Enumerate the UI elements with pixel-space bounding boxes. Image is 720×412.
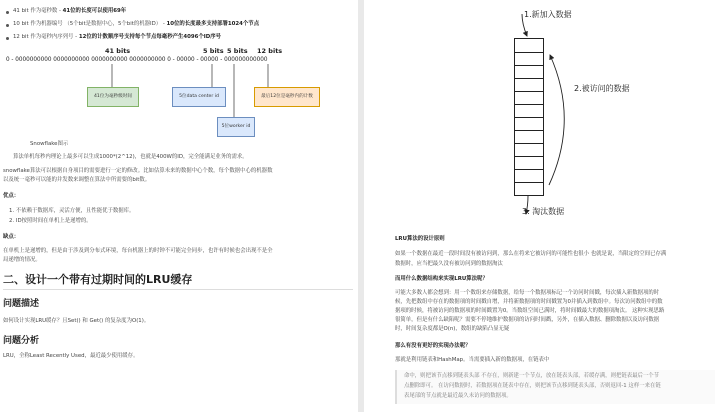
box-datacenter: 5位data center id — [172, 87, 226, 107]
right-page — [364, 0, 720, 412]
para-qps: 算法单机每秒内理论上最多可以生成1000*(2^12)，也就是400W的ID，完全能满足业务的需求。 — [13, 154, 248, 160]
array-approach-l2: 候，先把数组中存在的数据项的时间戳自增，并将新数据项的时间戳置为0并插入到数组中。每次访问数组中的数 — [395, 299, 663, 305]
disadvantages-label: 缺点： — [3, 234, 20, 240]
heading-problem-analysis: 问题分析 — [3, 336, 40, 346]
lru-arrows — [364, 0, 720, 240]
left-page — [0, 0, 358, 412]
quote-l1: 命中，则把该节点移到链表头部 不存在，则新建一个节点，放在链表头部，若缓存满，则把链表最后一个节 — [404, 373, 660, 379]
problem-description-text: 如何设计实现LRU缓存？且Set() 和 Get() 的复杂度为O(1)。 — [3, 318, 150, 324]
array-approach-l4: 很简单，但是有什么缺陷呢？需要不停地维护数据项的访问时间戳，另外，在插入数据、删除数据以及访问数据 — [395, 317, 660, 323]
quote-l3: 表尾部的节点就是最近最久未访问的数据项。 — [404, 393, 512, 399]
label-new-data: 1.新加入数据 — [524, 10, 572, 19]
lru-principle-title: LRU算法的设计原则 — [395, 236, 445, 242]
bits-label-41: 41 bits — [105, 47, 131, 55]
question-data-structure: 而用什么数据结构来实现LRU算法呢？ — [395, 276, 488, 282]
array-approach-l1: 可能大多数人都会想到：用一个数组来存储数据，给每一个数据项标记一个访问时间戳，每次插入新数据项的时 — [395, 290, 660, 296]
lru-principle-l1: 如果一个数据在最近一段时间没有被访问到，那么在将来它被访问的可能性也很小 也就是说，当限定的空间已存满 — [395, 251, 667, 257]
section-heading-lru: 二、设计一个带有过期时间的LRU缓存 — [3, 273, 193, 286]
para-custom-l2: 以及统一毫秒可以能的并发数来调整在算法中所需要的bit数。 — [3, 177, 151, 183]
blockquote — [395, 370, 715, 404]
label-evict-data: 3. 淘汰数据 — [522, 207, 565, 216]
problem-analysis-text: LRU，全称Least Recently Used，最近最少使用缓存。 — [3, 353, 139, 359]
bits-label-12: 12 bits — [257, 47, 283, 55]
connector-lines — [0, 0, 358, 140]
disadvantage-l2: 局递增的情况。 — [3, 257, 41, 263]
bullet-3: 12 bit 作为毫秒内序列号 - 12位的计数顺序号支持每个节点每毫秒产生4096个ID序号 — [13, 34, 222, 40]
bits-label-5b: 5 bits — [227, 47, 248, 55]
bit-string: 0 - 0000000000 0000000000 0000000000 0000000000 0 - 00000 - 00000 - 000000000000 — [6, 57, 268, 63]
array-approach-l5: 时，时间复杂度都是O(n)，数组的缺陷凸显无疑 — [395, 326, 510, 332]
array-approach-l3: 据项的时候，将被访问的数据项的时间戳置为0。当数组空间已满时，将时间戳最大的数据项淘汰。 这种实现思路 — [395, 308, 665, 314]
bullet-2: 10 bit 作为机器编号 （5个bit是数据中心，5个bit的机器ID） - 10位的长度最多支持部署1024个节点 — [13, 21, 260, 27]
disadvantage-l1: 在单机上是递增的，但是由于涉及到分布式环境，每台机器上的时钟不可能完全同步，也许有时候也会出现不是全 — [3, 248, 273, 254]
box-sequence: 最后12位是毫秒内的计数 — [254, 87, 320, 107]
diagram-caption: Snowflake图示 — [30, 141, 69, 147]
label-visited-data: 2.被访问的数据 — [574, 84, 630, 93]
linkedlist-approach: 那就是利用链表和HashMap。当需要插入新的数据项，在链表中 — [395, 357, 550, 363]
advantage-2: 2. ID按照时间在单机上是递增的。 — [9, 218, 92, 224]
advantage-1: 1. 不依赖于数据库，灵活方便，且性能优于数据库。 — [9, 208, 135, 214]
bits-label-5a: 5 bits — [203, 47, 224, 55]
advantages-label: 优点： — [3, 193, 20, 199]
section-divider — [3, 289, 353, 290]
bullet-1: 41 bit 作为毫秒数 - 41位的长度可以使用69年 — [13, 8, 127, 14]
box-worker: 5位worker id — [217, 117, 255, 137]
question-better-way: 那么有没有更好的实现办法呢？ — [395, 343, 471, 349]
para-custom-l1: snowflake算法可以根据自身项目的需要进行一定的修改。比如估算未来的数据中心个数，每个数据中心的机器数 — [3, 168, 273, 174]
quote-l2: 点删除即可。 在访问数据时，若数据项在链表中存在，则把该节点移到链表头部，否则返回-1 这样一来在链 — [404, 383, 661, 389]
lru-principle-l2: 数据时，应当把最久没有被访问到的数据淘汰 — [395, 261, 503, 267]
box-timestamp: 41位为毫秒级时间 — [87, 87, 139, 107]
heading-problem-description: 问题描述 — [3, 299, 40, 309]
